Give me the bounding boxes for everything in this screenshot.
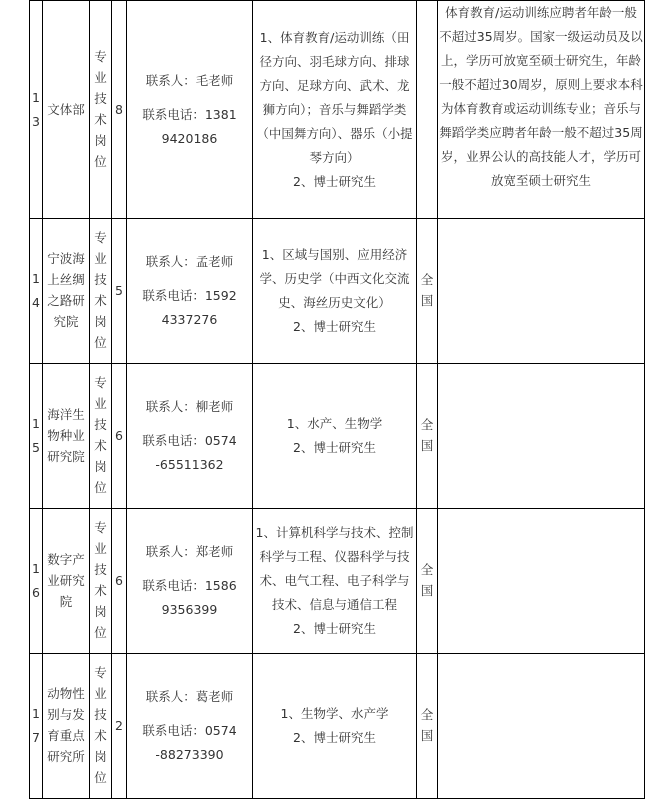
- unit-name: [43, 364, 90, 509]
- contact-person: 联系人：葛老师: [145, 689, 234, 704]
- unit-name: [43, 1, 90, 219]
- recruit-scope-text: 全国: [420, 272, 434, 308]
- post-type-text: 专业技术岗位: [94, 520, 107, 640]
- unit-name-text: 宁波海上丝绸之路研究院: [47, 251, 85, 329]
- unit-name: [43, 509, 90, 654]
- recruitment-table: [29, 0, 645, 799]
- major-requirements: [253, 1, 417, 219]
- other-conditions: 体育教育/运动训练应聘者年龄一般不超过35周岁。国家一级运动员及以上，学历可放宽至硕士研究生，年龄一般不超过30周岁，原则上要求本科为体育教育或运动训练专业；音乐与舞蹈学类应聘者年龄一般不超过35周岁，业界公认的高技能人才，学历可放宽至硕士研究生: [438, 1, 645, 219]
- post-type: [90, 509, 112, 654]
- contact-person: 联系人：孟老师: [145, 254, 234, 269]
- headcount: 5: [112, 219, 127, 364]
- contact-cell: [127, 364, 253, 509]
- contact-person: 联系人：毛老师: [145, 72, 234, 88]
- contact-phone: 联系电话：15869356399: [142, 578, 237, 617]
- table-row: [30, 654, 645, 799]
- degree-requirement: 2、博士研究生: [293, 730, 376, 745]
- contact-phone: 联系电话：0574-88273390: [142, 723, 237, 762]
- table-row: [30, 1, 645, 219]
- major-list: 1、体育教育/运动训练（田径方向、羽毛球方向、排球方向、足球方向、武术、龙狮方向）；音乐与舞蹈学类（中国舞方向）、器乐（小提琴方向）: [256, 29, 413, 165]
- recruitment-table-wrapper: [29, 0, 645, 799]
- post-type: [90, 1, 112, 219]
- degree-requirement: 2、博士研究生: [293, 621, 376, 636]
- recruit-scope-text: 全国: [420, 562, 434, 598]
- recruit-scope-text: 全国: [420, 417, 434, 453]
- recruit-scope: [417, 654, 438, 799]
- major-requirements: [253, 509, 417, 654]
- recruit-scope: [417, 1, 438, 219]
- contact-phone: 联系电话：0574-65511362: [142, 433, 237, 472]
- recruit-scope: [417, 364, 438, 509]
- row-number: 17: [30, 654, 43, 799]
- major-list: 1、生物学、水产学: [280, 706, 389, 721]
- contact-phone: 联系电话：15924337276: [142, 288, 237, 327]
- recruit-scope: [417, 509, 438, 654]
- row-number: 15: [30, 364, 43, 509]
- major-requirements: [253, 654, 417, 799]
- headcount: 6: [112, 364, 127, 509]
- contact-phone: 联系电话：13819420186: [142, 106, 237, 146]
- other-conditions: [438, 509, 645, 654]
- row-number: 16: [30, 509, 43, 654]
- unit-name-text: 动物性别与发育重点研究所: [47, 686, 85, 764]
- contact-cell: [127, 654, 253, 799]
- other-conditions: [438, 654, 645, 799]
- degree-requirement: 2、博士研究生: [293, 173, 376, 189]
- contact-cell: [127, 219, 253, 364]
- unit-name: [43, 219, 90, 364]
- contact-cell: [127, 1, 253, 219]
- other-conditions: [438, 219, 645, 364]
- degree-requirement: 2、博士研究生: [293, 319, 376, 334]
- table-row: [30, 364, 645, 509]
- major-list: 1、水产、生物学: [286, 416, 383, 431]
- table-row: [30, 219, 645, 364]
- post-type: [90, 654, 112, 799]
- major-requirements: [253, 364, 417, 509]
- post-type: [90, 219, 112, 364]
- contact-person: 联系人：郑老师: [145, 544, 234, 559]
- unit-name-text: 文体部: [47, 101, 85, 117]
- unit-name: [43, 654, 90, 799]
- post-type: [90, 364, 112, 509]
- post-type-text: 专业技术岗位: [94, 375, 107, 495]
- major-list: 1、计算机科学与技术、控制科学与工程、仪器科学与技术、电气工程、电子科学与技术、信息与通信工程: [255, 525, 414, 612]
- row-number: 14: [30, 219, 43, 364]
- recruit-scope: [417, 219, 438, 364]
- table-row: [30, 509, 645, 654]
- contact-cell: [127, 509, 253, 654]
- contact-person: 联系人：柳老师: [145, 399, 234, 414]
- major-list: 1、区域与国别、应用经济学、历史学（中西文化交流史、海丝历史文化）: [259, 247, 410, 310]
- major-requirements: [253, 219, 417, 364]
- headcount: 8: [112, 1, 127, 219]
- post-type-text: 专业技术岗位: [94, 665, 107, 785]
- headcount: 2: [112, 654, 127, 799]
- other-conditions: [438, 364, 645, 509]
- post-type-text: 专业技术岗位: [94, 230, 107, 350]
- headcount: 6: [112, 509, 127, 654]
- degree-requirement: 2、博士研究生: [293, 440, 376, 455]
- unit-name-text: 数字产业研究院: [47, 551, 85, 609]
- recruit-scope-text: 全国: [420, 707, 434, 743]
- row-number: 13: [30, 1, 43, 219]
- unit-name-text: 海洋生物种业研究院: [47, 406, 85, 464]
- post-type-text: 专业技术岗位: [94, 48, 107, 169]
